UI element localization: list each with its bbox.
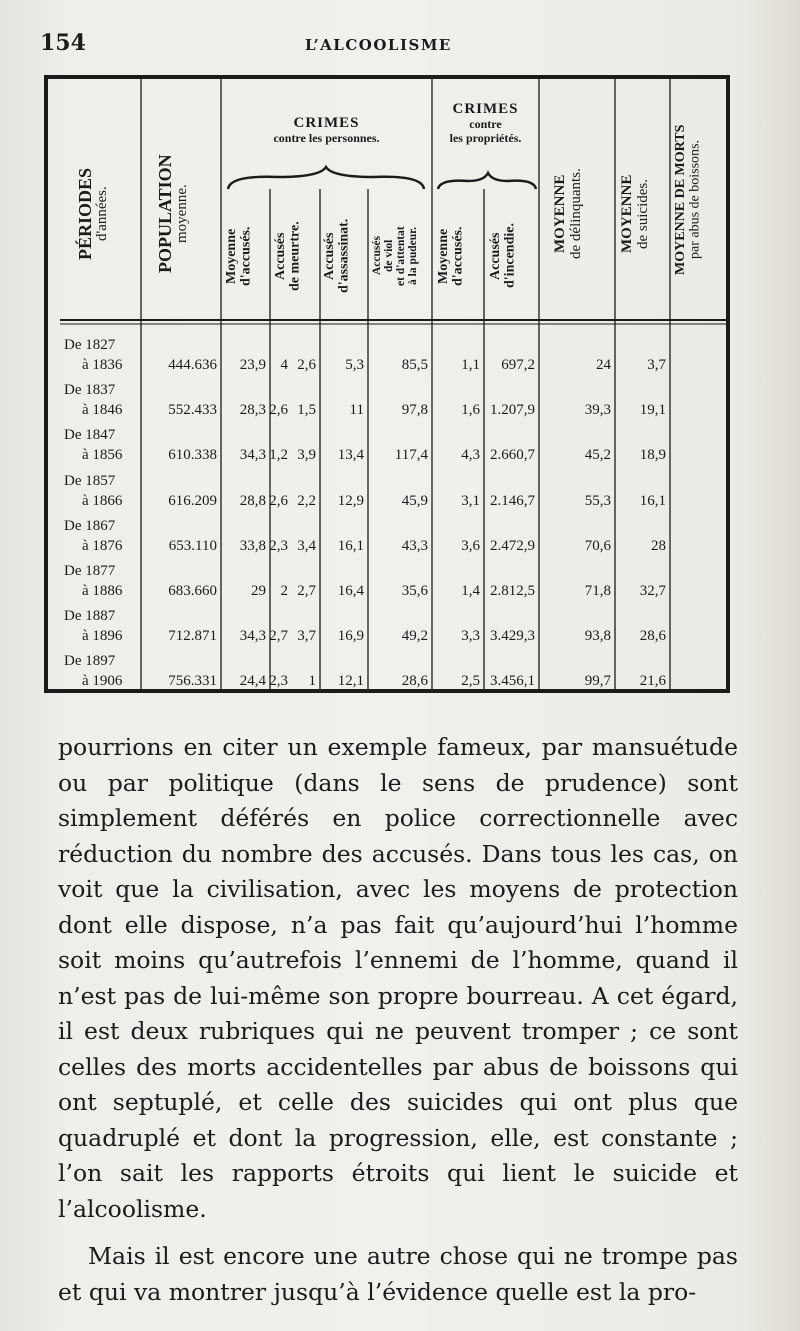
cell-suicides: 45,2 (584, 447, 611, 464)
cell-assassinat: 3,7 (297, 628, 316, 645)
paragraph: pourrions en citer un exemple fameux, par mansuétude ou par politique (dans le sens de prudence) sont simplement déférés en police correctionnelle avec réduction du nombre des accusés. Dans tous les cas, on voit que la civilisation, avec les moyens de protection dont elle dispose, n’a pas fait qu’aujourd’hui l’homme soit moins qu’autrefois l’ennemi de l’homme, quand il n’est pas de lui-même son propre bourreau. A cet égard, il est deux rubriques qui ne peuvent tromper ; ce sont celles des morts accidentelles par abus de boissons qui ont septuplé, et celle des suicides qui ont plus que quadruplé et dont la progression, elle, est constante ; l’on sait les rapports étroits qui lient le suicide et l’alcoolisme. (58, 733, 738, 1223)
page-number: 154 (40, 30, 86, 56)
cell-morts: 18,9 (639, 447, 666, 464)
cell-viol: 16,1 (337, 537, 364, 554)
period-start: De 1887 (64, 608, 116, 625)
cell-meurtre: 2,3 (269, 537, 288, 554)
paragraph: Mais il est encore une autre chose qui ne trompe pas et qui va montrer jusqu’à l’évidence quelle est la pro- (58, 1242, 738, 1306)
cell-delinquants: 2.812,5 (490, 583, 535, 599)
period-end: à 1866 (82, 492, 123, 509)
cell-assassinat: 2,7 (297, 583, 316, 599)
header-accuses-assassinat: Accusés d'assassinat. (322, 218, 352, 294)
period-start: De 1857 (64, 472, 116, 489)
cell-moy-accuses: 34,3 (239, 447, 266, 464)
cell-moy-proprietes: 45,9 (401, 492, 428, 509)
cell-moy-accuses: 34,3 (239, 628, 266, 645)
cell-meurtre: 2,6 (269, 402, 288, 419)
cell-delinquants: 2.472,9 (490, 537, 535, 554)
cell-morts: 21,6 (639, 673, 666, 690)
cell-moy-accuses: 33,8 (239, 537, 266, 554)
header-suicides: MOYENNE de suicides. (619, 174, 651, 254)
header-accuses-viol: Accusés de viol et d'attentat à la pudeur. (371, 226, 420, 286)
cell-moy-accuses: 28,8 (239, 492, 266, 509)
period-end: à 1886 (82, 583, 123, 599)
cell-population: 756.331 (168, 673, 217, 690)
period-end: à 1906 (82, 673, 123, 690)
cell-suicides: 55,3 (584, 492, 611, 509)
header-crimes-personnes: CRIMES contre les personnes. (273, 115, 380, 146)
cell-morts: 28,6 (639, 628, 666, 645)
cell-meurtre: 2 (280, 583, 288, 599)
cell-viol: 16,9 (337, 628, 364, 645)
cell-viol: 13,4 (337, 447, 364, 464)
period-start: De 1867 (64, 517, 116, 534)
cell-population: 712.871 (168, 628, 217, 645)
header-moyenne-accuses: Moyenne d'accusés. (224, 226, 254, 286)
period-start: De 1877 (64, 563, 116, 579)
cell-incendie: 2,5 (461, 673, 480, 690)
period-start: De 1837 (64, 382, 116, 399)
cell-assassinat: 2,6 (297, 357, 316, 373)
cell-meurtre: 4 (280, 357, 288, 373)
cell-viol: 11 (349, 402, 364, 419)
cell-suicides: 39,3 (584, 402, 611, 419)
cell-delinquants: 2.146,7 (490, 492, 535, 509)
cell-population: 610.338 (168, 447, 217, 464)
header-delinquants: MOYENNE de délinquants. (552, 168, 584, 260)
header-accuses-meurtre: Accusés de meurtre. (273, 221, 303, 291)
cell-moy-accuses: 24,4 (239, 673, 266, 690)
cell-morts: 16,1 (639, 492, 666, 509)
cell-meurtre: 2,3 (269, 673, 288, 690)
period-end: à 1896 (82, 628, 123, 645)
cell-assassinat: 2,2 (297, 492, 316, 509)
cell-assassinat: 3,9 (297, 447, 316, 464)
cell-population: 653.110 (168, 537, 217, 554)
cell-incendie: 1,4 (461, 583, 480, 599)
statistics-table (44, 75, 730, 693)
cell-viol: 12,9 (337, 492, 364, 509)
period-end: à 1846 (82, 402, 123, 419)
cell-incendie: 4,3 (461, 447, 480, 464)
header-moyenne-accuses-proprietes: Moyenne d'accusés. (436, 226, 466, 286)
cell-assassinat: 1,5 (297, 402, 316, 419)
cell-suicides: 93,8 (584, 628, 611, 645)
running-title: L’ALCOOLISME (305, 36, 452, 54)
cell-meurtre: 2,7 (269, 628, 288, 645)
cell-moy-accuses: 28,3 (239, 402, 266, 419)
cell-population: 444.636 (168, 357, 217, 373)
header-accuses-incendie: Accusés d'incendie. (488, 223, 518, 289)
cell-delinquants: 697,2 (501, 357, 535, 373)
cell-morts: 32,7 (639, 583, 666, 599)
period-end: à 1876 (82, 537, 123, 554)
cell-suicides: 71,8 (584, 583, 611, 599)
cell-moy-proprietes: 117,4 (394, 447, 428, 464)
body-text (58, 730, 738, 1310)
cell-suicides: 24 (596, 357, 611, 373)
cell-incendie: 1,1 (461, 357, 480, 373)
cell-viol: 5,3 (345, 357, 364, 373)
header-periodes: PÉRIODES d'années. (75, 167, 110, 261)
cell-moy-proprietes: 49,2 (401, 628, 428, 645)
cell-moy-proprietes: 35,6 (401, 583, 428, 599)
cell-suicides: 99,7 (584, 673, 611, 690)
period-start: De 1847 (64, 427, 116, 444)
cell-incendie: 3,6 (461, 537, 480, 554)
cell-meurtre: 1,2 (269, 447, 288, 464)
cell-moy-proprietes: 97,8 (401, 402, 428, 419)
cell-morts: 28 (651, 537, 666, 554)
period-end: à 1836 (82, 357, 123, 373)
cell-incendie: 3,1 (461, 492, 480, 509)
cell-incendie: 1,6 (461, 402, 480, 419)
cell-morts: 19,1 (639, 402, 666, 419)
period-end: à 1856 (82, 447, 123, 464)
cell-moy-proprietes: 28,6 (401, 673, 428, 690)
cell-moy-proprietes: 43,3 (401, 537, 428, 554)
cell-population: 683.660 (168, 583, 217, 599)
cell-delinquants: 2.660,7 (490, 447, 535, 464)
cell-moy-accuses: 29 (251, 583, 266, 599)
cell-viol: 16,4 (337, 583, 364, 599)
cell-population: 552.433 (168, 402, 217, 419)
cell-suicides: 70,6 (584, 537, 611, 554)
cell-delinquants: 3.429,3 (490, 628, 535, 645)
header-population: POPULATION moyenne. (155, 154, 190, 274)
running-header (40, 30, 740, 64)
cell-population: 616.209 (168, 492, 217, 509)
cell-assassinat: 3,4 (297, 537, 316, 554)
header-morts: MOYENNE DE MORTS par abus de boissons. (673, 124, 703, 276)
cell-moy-proprietes: 85,5 (401, 357, 428, 373)
cell-morts: 3,7 (647, 357, 666, 373)
cell-meurtre: 2,6 (269, 492, 288, 509)
header-crimes-proprietes: CRIMES contre les propriétés. (449, 101, 522, 146)
cell-incendie: 3,3 (461, 628, 480, 645)
cell-moy-accuses: 23,9 (239, 357, 266, 373)
period-start: De 1897 (64, 653, 116, 670)
cell-viol: 12,1 (337, 673, 364, 690)
cell-assassinat: 1 (308, 673, 316, 690)
cell-delinquants: 3.456,1 (490, 673, 535, 690)
period-start: De 1827 (64, 337, 116, 353)
cell-delinquants: 1.207,9 (490, 402, 535, 419)
